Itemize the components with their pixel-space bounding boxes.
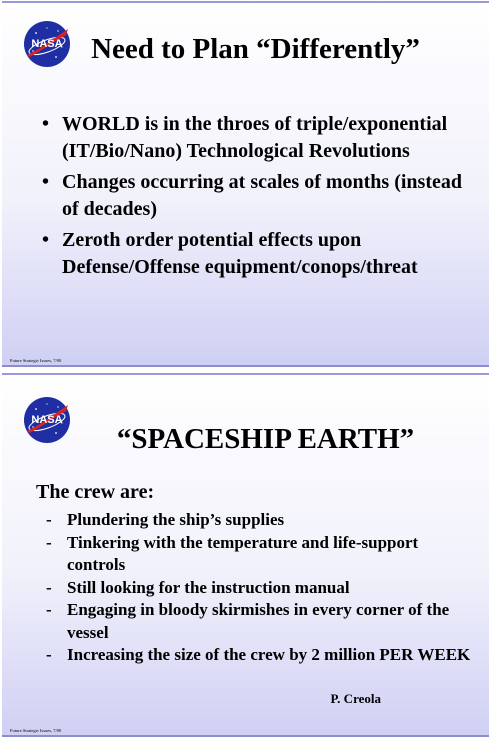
- bullet-text: Zeroth order potential effects upon Defense/Offense equipment/conops/threat: [62, 229, 418, 278]
- list-item: [46, 532, 477, 577]
- slide-bottom-edge: [2, 735, 489, 737]
- slide-1-bullet-list: [42, 111, 479, 285]
- list-item-text: Plundering the ship’s supplies: [67, 510, 285, 529]
- dash-marker: -: [46, 532, 52, 552]
- author-credit: P. Creola: [330, 691, 381, 706]
- dash-marker: -: [46, 645, 52, 664]
- slide-2-title: “SPACESHIP EARTH”: [116, 423, 415, 455]
- slide-1-title: Need to Plan “Differently”: [91, 33, 420, 65]
- nasa-logo-text: NASA: [31, 38, 63, 50]
- slide-1-footer: Future Strategic Issues, 7/00: [10, 358, 62, 363]
- slide-2-footer: Future Strategic Issues, 7/00: [10, 728, 62, 733]
- list-item: [46, 644, 477, 667]
- nasa-logo-text: NASA: [31, 414, 63, 426]
- bullet-item: [42, 227, 479, 281]
- dash-marker: -: [46, 600, 52, 619]
- bullet-item: [42, 169, 479, 223]
- list-item: [46, 577, 477, 600]
- bullet-marker: •: [42, 171, 50, 193]
- bullet-item: [42, 111, 479, 165]
- list-item-text: Tinkering with the temperature and life-support controls: [67, 532, 419, 574]
- list-item-text: Increasing the size of the crew by 2 million PER WEEK: [67, 645, 471, 664]
- slide-2: [2, 373, 489, 737]
- list-item-text: Still looking for the instruction manual: [67, 577, 350, 597]
- dash-marker: -: [46, 510, 52, 529]
- list-item-text: Engaging in bloody skirmishes in every corner of the vessel: [67, 600, 450, 642]
- bullet-marker: •: [42, 229, 50, 251]
- list-item: [46, 509, 477, 532]
- crew-heading: The crew are:: [36, 481, 155, 503]
- crew-list: [46, 509, 477, 667]
- slide-top-edge: [2, 1, 489, 3]
- slide-1: [2, 1, 489, 367]
- bullet-text: Changes occurring at scales of months (instead of decades): [62, 171, 462, 220]
- dash-marker: -: [46, 577, 52, 597]
- list-item: [46, 599, 477, 644]
- bullet-marker: •: [42, 113, 50, 135]
- slide-bottom-edge: [2, 365, 489, 367]
- bullet-text: WORLD is in the throes of triple/exponential (IT/Bio/Nano) Technological Revolutions: [62, 113, 448, 162]
- slide-top-edge: [2, 373, 489, 375]
